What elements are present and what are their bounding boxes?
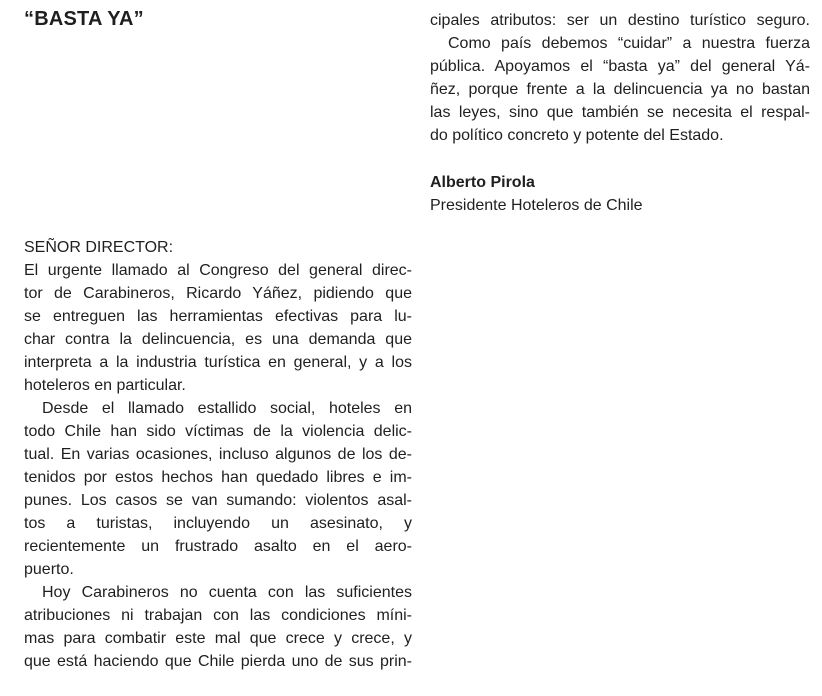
body-line: hoteleros en particular. [24,377,186,394]
salutation: SEÑOR DIRECTOR: [24,239,174,256]
body-line: punes. Los casos se van sumando: violentos asal- [24,492,412,509]
body-line: Hoy Carabineros no cuenta con las suficientes [42,584,412,601]
body-line: tual. En varias ocasiones, incluso algunos de los de- [24,446,412,463]
body-line: que está haciendo que Chile pierda uno de sus prin- [24,653,412,670]
body-line: mas para combatir este mal que crece y crece, y [24,630,412,647]
body-line: cipales atributos: ser un destino turístico seguro. [430,12,810,29]
body-line: se entreguen las herramientas efectivas para lu- [24,308,412,325]
body-line: recientemente un frustrado asalto en el aero- [24,538,412,555]
body-line: Como país debemos “cuidar” a nuestra fuerza [448,35,810,52]
headline: “BASTA YA” [24,8,144,30]
letter-body-right-column [430,9,810,147]
signer-title: Presidente Hoteleros de Chile [430,197,643,214]
body-line: pública. Apoyamos el “basta ya” del general Yá- [430,58,810,75]
letter-body-left-column [24,259,412,673]
body-line: do político concreto y potente del Estado. [430,127,724,144]
body-line: El urgente llamado al Congreso del general direc- [24,262,412,279]
body-line: tos a turistas, incluyendo un asesinato, y [24,515,412,532]
body-line: atribuciones ni trabajan con las condiciones míni- [24,607,412,624]
signer-name: Alberto Pirola [430,174,535,191]
body-line: tenidos por estos hechos han quedado libres e im- [24,469,412,486]
body-line: interpreta a la industria turística en general, y a los [24,354,412,371]
body-line: Desde el llamado estallido social, hoteles en [42,400,412,417]
body-line: las leyes, sino que también se necesita el respal- [430,104,810,121]
body-line: todo Chile han sido víctimas de la violencia delic- [24,423,412,440]
body-line: char contra la delincuencia, es una demanda que [24,331,412,348]
body-line: puerto. [24,561,74,578]
body-line: ñez, porque frente a la delincuencia ya no bastan [430,81,810,98]
body-line: tor de Carabineros, Ricardo Yáñez, pidiendo que [24,285,412,302]
